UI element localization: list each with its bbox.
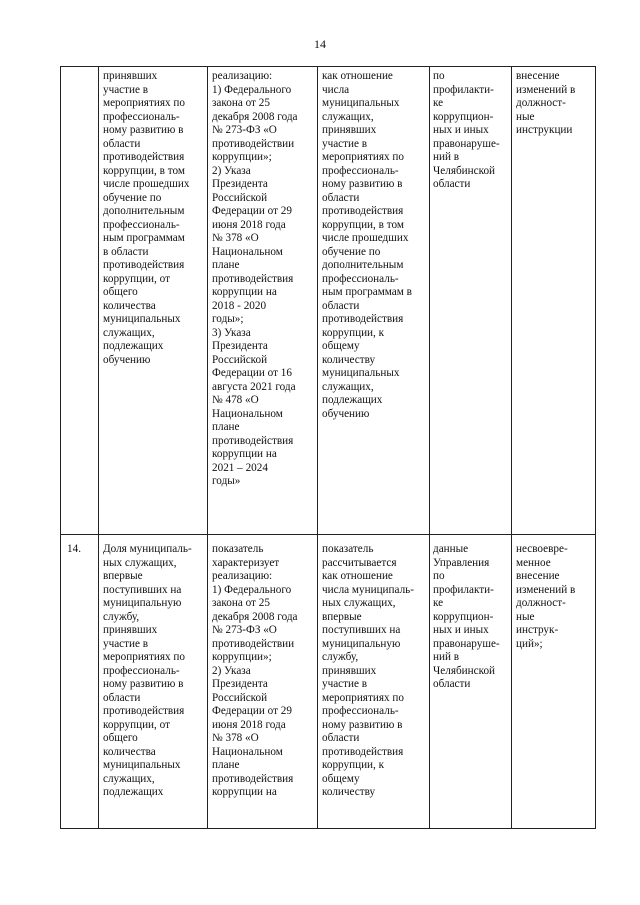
calculation-method: как отношение числа муниципальных служащих, принявших участие в мероприятиях по профессиональ- ному развитию в области противодействия коррупции, в том числе прошедших обучение по дополнительным профессиональ- ным программам в области противодействия коррупции, к общему количеству муниципальных служащих, подлежащих обучению	[322, 70, 412, 420]
data-source: данные Управления по профилакти- ке коррупцион- ных и иных правонаруше- ний в Челябинской области	[433, 543, 500, 690]
responsibility: внесение изменений в должност- ные инструкции	[516, 70, 576, 136]
indicators-table	[60, 66, 596, 829]
column-divider	[317, 67, 318, 828]
data-source: по профилакти- ке коррупцион- ных и иных правонаруше- ний в Челябинской области	[433, 70, 500, 190]
column-divider	[207, 67, 208, 828]
legal-basis: показатель характеризует реализацию: 1) Федерального закона от 25 декабря 2008 года № 273-ФЗ «О противодействии коррупции»; 2) Указа Президента Российской Федерации от 29 июня 2018 года № 378 «О Национальном плане противодействия коррупции на	[212, 543, 298, 798]
page-number: 14	[314, 37, 326, 51]
legal-basis: реализацию: 1) Федерального закона от 25 декабря 2008 года № 273-ФЗ «О противодействии коррупции»; 2) Указа Президента Российской Федерации от 29 июня 2018 года № 378 «О Национальном плане противодействия коррупции на 2018 - 2020 годы»; 3) Указа Президента Российской Федерации от 16 августа 2021 года № 478 «О Национальном плане противодействия коррупции на 2021 – 2024 годы»	[212, 70, 298, 487]
responsibility: несвоевре- менное внесение изменений в должност- ные инструк- ций»;	[516, 543, 576, 650]
column-divider	[429, 67, 430, 828]
column-divider	[98, 67, 99, 828]
indicator-name: принявших участие в мероприятиях по профессиональ- ному развитию в области противодействия коррупции, в том числе прошедших обучение по дополнительным профессиональ- ным программам в области противодействия коррупции, от общего количества муниципальных служащих, подлежащих обучению	[103, 70, 190, 366]
column-divider	[511, 67, 512, 828]
row-divider	[61, 534, 595, 535]
indicator-name: Доля муниципаль- ных служащих, впервые поступивших на муниципальную службу, принявших участие в мероприятиях по профессиональ- ному развитию в области противодействия коррупции, от общего количества муниципальных служащих, подлежащих	[103, 543, 192, 798]
row-number: 14.	[67, 543, 81, 555]
calculation-method: показатель рассчитывается как отношение числа муниципаль- ных служащих, впервые поступивших на муниципальную службу, принявших участие в мероприятиях по профессиональ- ному развитию в области противодействия коррупции, к общему количеству	[322, 543, 415, 798]
